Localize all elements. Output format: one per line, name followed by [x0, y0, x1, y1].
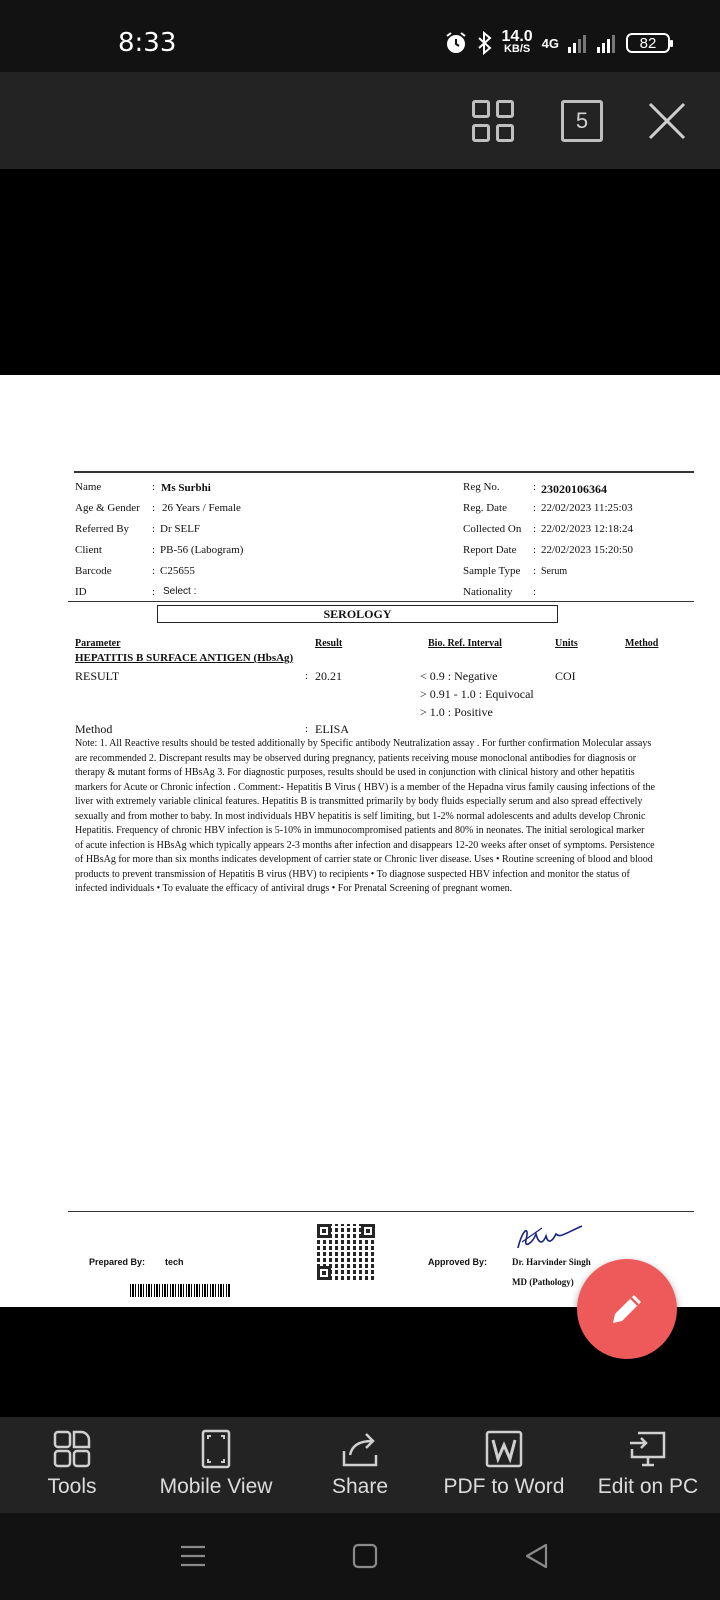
pdf-to-word-button[interactable] [432, 1417, 576, 1513]
back-icon[interactable] [522, 1541, 552, 1571]
status-icons [444, 30, 670, 56]
report-date: 22/02/2023 15:20:50 [541, 544, 633, 556]
share-label: Share [331, 1475, 389, 1498]
word-icon [484, 1429, 524, 1469]
result-value: 20.21 [315, 669, 342, 683]
tools-label: Tools [47, 1475, 97, 1498]
share-button[interactable] [288, 1417, 432, 1513]
barcode-value: C25655 [160, 565, 195, 577]
field-label: Reg No. [463, 481, 500, 493]
reg-date: 22/02/2023 11:25:03 [541, 502, 633, 514]
method-value: ELISA [315, 722, 349, 736]
system-nav-bar [0, 1513, 720, 1600]
doctor-name: Dr. Harvinder Singh [512, 1257, 591, 1267]
field-label: Barcode [75, 565, 112, 577]
home-icon[interactable] [350, 1541, 380, 1571]
result-units: COI [555, 669, 576, 683]
col-method: Method [625, 638, 659, 649]
prepared-by: tech [165, 1257, 184, 1267]
col-units: Units [555, 638, 578, 649]
interval-equivocal: > 0.91 - 1.0 : Equivocal [420, 687, 534, 701]
referred-by: Dr SELF [160, 523, 201, 535]
footer-rule [68, 1211, 694, 1212]
pencil-icon [605, 1287, 649, 1331]
mobile-view-icon [196, 1429, 236, 1469]
menu-icon[interactable] [178, 1541, 208, 1571]
qr-code [317, 1224, 375, 1280]
col-parameter: Parameter [75, 638, 121, 649]
field-label: Client [75, 544, 102, 556]
field-label: Age & Gender [75, 502, 140, 514]
approved-by-label: Approved By: [428, 1257, 488, 1267]
signal-icon [597, 33, 617, 53]
tools-button[interactable] [0, 1417, 144, 1513]
section-title: SEROLOGY [157, 605, 558, 623]
document-page[interactable]: Name : Ms Surbhi Age & Gender : 26 Years / Female Referred By : Dr SELF Client : PB-56 (Labogram) Barcode : C25655 ID : Select : Reg No. : 23020106364 Reg. Date : 22/02/2023 11:25:03 Collected On : 22/02/2023 12:18:24 Report Date : 22/02/2023 15:20:50 Sample Type : Serum Nationality : SEROLOGY Parameter Result Bio. Ref. Interval Units Method HEPATITIS B SURFACE ANTIGEN (HbsAg) RESULT : 20.21 < 0.9 : Negative > 0.91 - 1.0 : Equivocal > 1.0 : Positive COI Method : ELISA Note: 1. All Reactive results should be tested additionally by Specific antibody Neutralization assay . For further confirmation Molecular assays are recommended 2. Discrepant results may be observed during pregnancy, patients receiving mouse monoclonal antibodies for diagnosis or therapy & mutant forms of HBsAg 3. For diagnostic purposes, results should be used in conjunction with clinical history and other hepatitis markers for Acute or Chronic infection . Comment:- Hepatitis B Virus ( HBV) is a member of the Hepadna virus family causing infections of the liver with extremely variable clinical features. Hepatitis B is transmitted primarily by body fluids especially serum and also spread effectively sexually and from mother to baby. In most individuals HBV hepatitis is self limiting, but 1-2% normal adolescents and adults develop Chronic Hepatitis. Frequency of chronic HBV infection is 5-10% in immunocompromised patients and 80% in neonates. The initial serological marker of acute infection is HBsAg which typically appears 2-3 months after infection and disappears 12-20 weeks after onset of symptoms. Persistence of HBsAg for more than six months indicates development of carrier state or Chronic liver disease. Uses • Routine screening of blood and blood products to prevent transmission of Hepatitis B virus (HBV) to recipients • To diagnose suspected HBV infection and monitor the status of infected individuals • To evaluate the efficacy of antiviral drugs • For Prenatal Screening of pregnant women. Prepared By: tech Approved By: Dr. Harvinder Singh MD (Pathology) [0, 375, 720, 1307]
method-label: Method [75, 722, 113, 736]
patient-name: Ms Surbhi [161, 482, 211, 494]
viewer-top-bar [0, 72, 720, 169]
result-label: RESULT [75, 669, 120, 683]
interval-positive: > 1.0 : Positive [420, 705, 493, 719]
pdf-to-word-label: PDF to Word [443, 1475, 565, 1498]
bluetooth-icon [477, 31, 493, 55]
field-label: Nationality [463, 586, 513, 598]
collected-on: 22/02/2023 12:18:24 [541, 523, 633, 535]
signal-icon [568, 33, 588, 53]
field-label: Referred By [75, 523, 130, 535]
signature-image [512, 1220, 584, 1254]
field-label: Collected On [463, 523, 522, 535]
alarm-icon [444, 31, 468, 55]
mobile-view-label: Mobile View [159, 1475, 273, 1498]
battery-indicator: 82 [626, 33, 670, 53]
bottom-toolbar [0, 1417, 720, 1513]
col-interval: Bio. Ref. Interval [428, 638, 502, 649]
field-label: Report Date [463, 544, 517, 556]
barcode-image [130, 1284, 231, 1297]
status-time: 8:33 [118, 28, 177, 58]
reg-no: 23020106364 [541, 482, 607, 496]
client: PB-56 (Labogram) [160, 544, 244, 556]
mobile-view-button[interactable] [144, 1417, 288, 1513]
edit-fab-button[interactable] [577, 1259, 677, 1359]
header-rule [74, 471, 694, 473]
id-value: Select : [163, 586, 197, 597]
prepared-by-label: Prepared By: [89, 1257, 146, 1267]
share-icon [340, 1429, 380, 1469]
doctor-degree: MD (Pathology) [512, 1277, 574, 1287]
field-label: Name [75, 481, 102, 493]
field-label: Reg. Date [463, 502, 507, 514]
network-speed: 14.0 KB/S [501, 28, 533, 55]
col-result: Result [315, 638, 343, 649]
close-icon[interactable] [646, 100, 688, 142]
interval-negative: < 0.9 : Negative [420, 669, 498, 683]
edit-on-pc-label: Edit on PC [597, 1475, 699, 1498]
age-gender: 26 Years / Female [162, 502, 241, 514]
field-label: ID [75, 586, 87, 598]
fields-rule [68, 601, 694, 602]
status-bar [0, 0, 720, 72]
tools-icon [52, 1429, 92, 1469]
network-type: 4G [541, 35, 559, 51]
page-count-icon[interactable]: 5 [561, 100, 603, 142]
report-note: Note: 1. All Reactive results should be tested additionally by Specific antibody Neutralization assay . For further confirmation Molecular assays are recommended 2. Discrepant results may be observed during pregnancy, patients receiving mouse monoclonal antibodies for diagnosis or therapy & mutant forms of HBsAg 3. For diagnostic purposes, results should be used in conjunction with clinical history and other hepatitis markers for Acute or Chronic infection . Comment:- Hepatitis B Virus ( HBV) is a member of the Hepadna virus family causing infections of the liver with extremely variable clinical features. Hepatitis B is transmitted primarily by body fluids especially serum and also spread effectively sexually and from mother to baby. In most individuals HBV hepatitis is self limiting, but 1-2% normal adolescents and adults develop Chronic Hepatitis. Frequency of chronic HBV infection is 5-10% in immunocompromised patients and 80% in neonates. The initial serological marker of acute infection is HBsAg which typically appears 2-3 months after infection and disappears 12-20 weeks after onset of symptoms. Persistence of HBsAg for more than six months indicates development of carrier state or Chronic liver disease. Uses • Routine screening of blood and blood products to prevent transmission of Hepatitis B virus (HBV) to recipients • To diagnose suspected HBV infection and monitor the status of infected individuals • To evaluate the efficacy of antiviral drugs • For Prenatal Screening of pregnant women. [75, 738, 655, 894]
test-name: HEPATITIS B SURFACE ANTIGEN (HbsAg) [75, 652, 294, 664]
grid-view-icon[interactable] [472, 100, 514, 142]
field-label: Sample Type [463, 565, 521, 577]
edit-on-pc-button[interactable] [576, 1417, 720, 1513]
monitor-icon [628, 1429, 668, 1469]
sample-type: Serum [541, 566, 568, 577]
